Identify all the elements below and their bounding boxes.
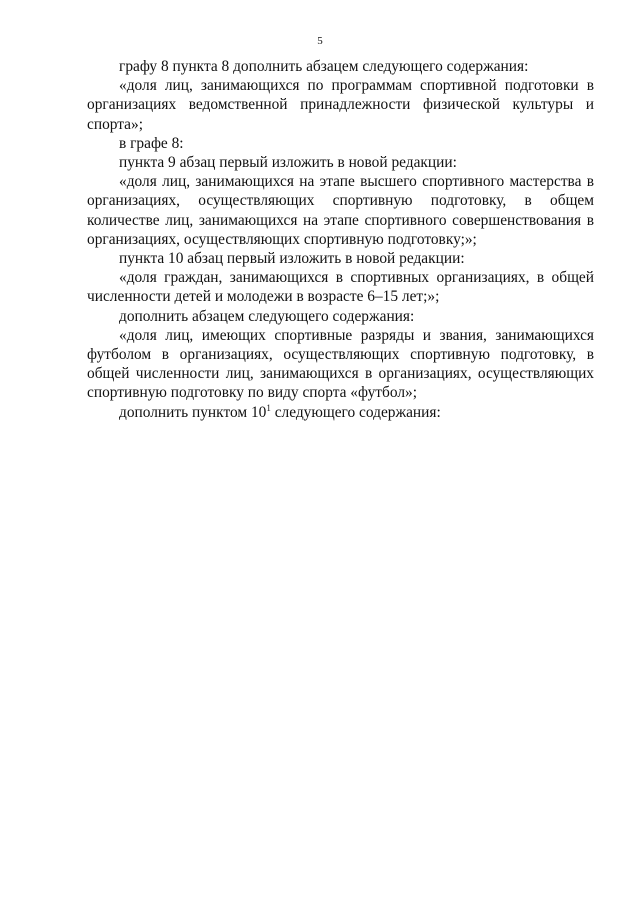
paragraph: «доля граждан, занимающихся в спортивных организациях, в общей численности детей и молодежи в возрасте 6–15 лет;»; [87,269,594,306]
paragraph: в графе 8: [119,134,184,152]
document-body [87,57,594,422]
superscript-index: 1 [266,402,271,413]
page-number: 5 [317,35,323,47]
paragraph: дополнить абзацем следующего содержания: [119,307,415,325]
paragraph-last [87,403,594,422]
paragraph: графу 8 пункта 8 дополнить абзацем следующего содержания: [119,58,529,75]
paragraph-last-text: дополнить пунктом 10 [119,403,267,421]
paragraph: пункта 9 абзац первый изложить в новой редакции: [119,154,457,172]
paragraph: «доля лиц, занимающихся по программам спортивной подготовки в организациях ведомственной принадлежности физической культуры и спорта»; [87,77,594,133]
paragraph: пункта 10 абзац первый изложить в новой редакции: [119,250,465,268]
paragraph: «доля лиц, занимающихся на этапе высшего спортивного мастерства в организациях, осуществляющих спортивную подготовку, в общем количестве лиц, занимающихся на этапе спортивного совершенствования в организациях, осуществляющих спортивную подготовку;»; [87,173,594,248]
paragraph: «доля лиц, имеющих спортивные разряды и звания, занимающихся футболом в организациях, осуществляющих спортивную подготовку, в общей численности лиц, занимающихся в организациях, осуществляющих спортивную подготовку по виду спорта «футбол»; [87,326,594,402]
paragraph-last-tail: следующего содержания: [270,403,441,421]
